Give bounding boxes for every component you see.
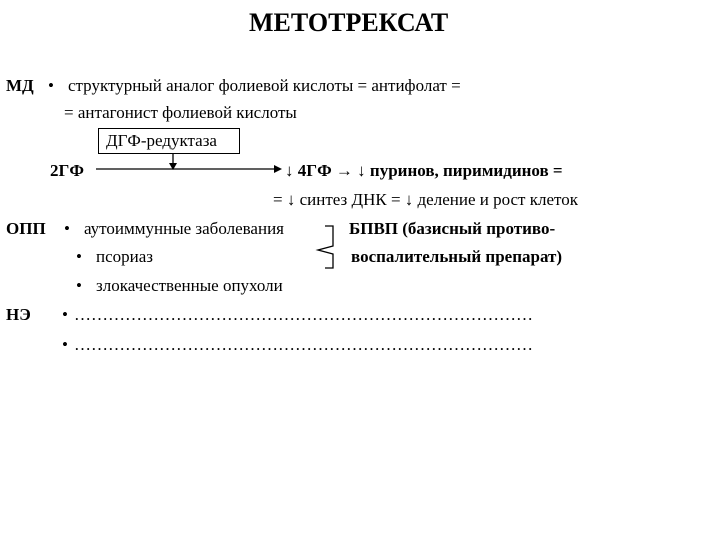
md-bullet: •	[48, 76, 54, 95]
substrate-label: 2ГФ	[50, 161, 84, 180]
ne-item-1: ………………………………………………………………………	[74, 305, 533, 324]
md-result-line-1: ↓ 4ГФ → ↓ пуринов, пиримидинов =	[285, 161, 563, 180]
opp-item-3: злокачественные опухоли	[96, 276, 283, 295]
ne-label: НЭ	[6, 305, 31, 324]
opp-item-2: псориаз	[96, 247, 154, 266]
opp-bullet-3: •	[76, 276, 82, 295]
ne-bullet-1: •	[62, 305, 68, 324]
md-line-1: структурный аналог фолиевой кислоты = антифолат =	[68, 76, 461, 95]
opp-bullet-2: •	[76, 247, 82, 266]
opp-note-line-2: воспалительный препарат)	[351, 247, 563, 266]
reaction-arrow-head	[274, 165, 282, 173]
md-result-line-2: = ↓ синтез ДНК = ↓ деление и рост клеток	[273, 190, 578, 209]
opp-item-1: аутоиммунные заболевания	[84, 219, 284, 238]
md-line-2: = антагонист фолиевой кислоты	[64, 103, 297, 122]
ne-bullet-2: •	[62, 335, 68, 354]
indications-brace	[318, 226, 333, 268]
opp-note-line-1: БПВП (базисный противо-	[349, 219, 556, 238]
opp-label: ОПП	[6, 219, 46, 238]
ne-item-2: ………………………………………………………………………	[74, 335, 533, 354]
page-title: МЕТОТРЕКСАТ	[249, 8, 449, 37]
enzyme-pointer-arrow-head	[169, 163, 177, 170]
enzyme-label: ДГФ-редуктаза	[106, 131, 217, 150]
md-label: МД	[6, 76, 34, 95]
opp-bullet-1: •	[64, 219, 70, 238]
